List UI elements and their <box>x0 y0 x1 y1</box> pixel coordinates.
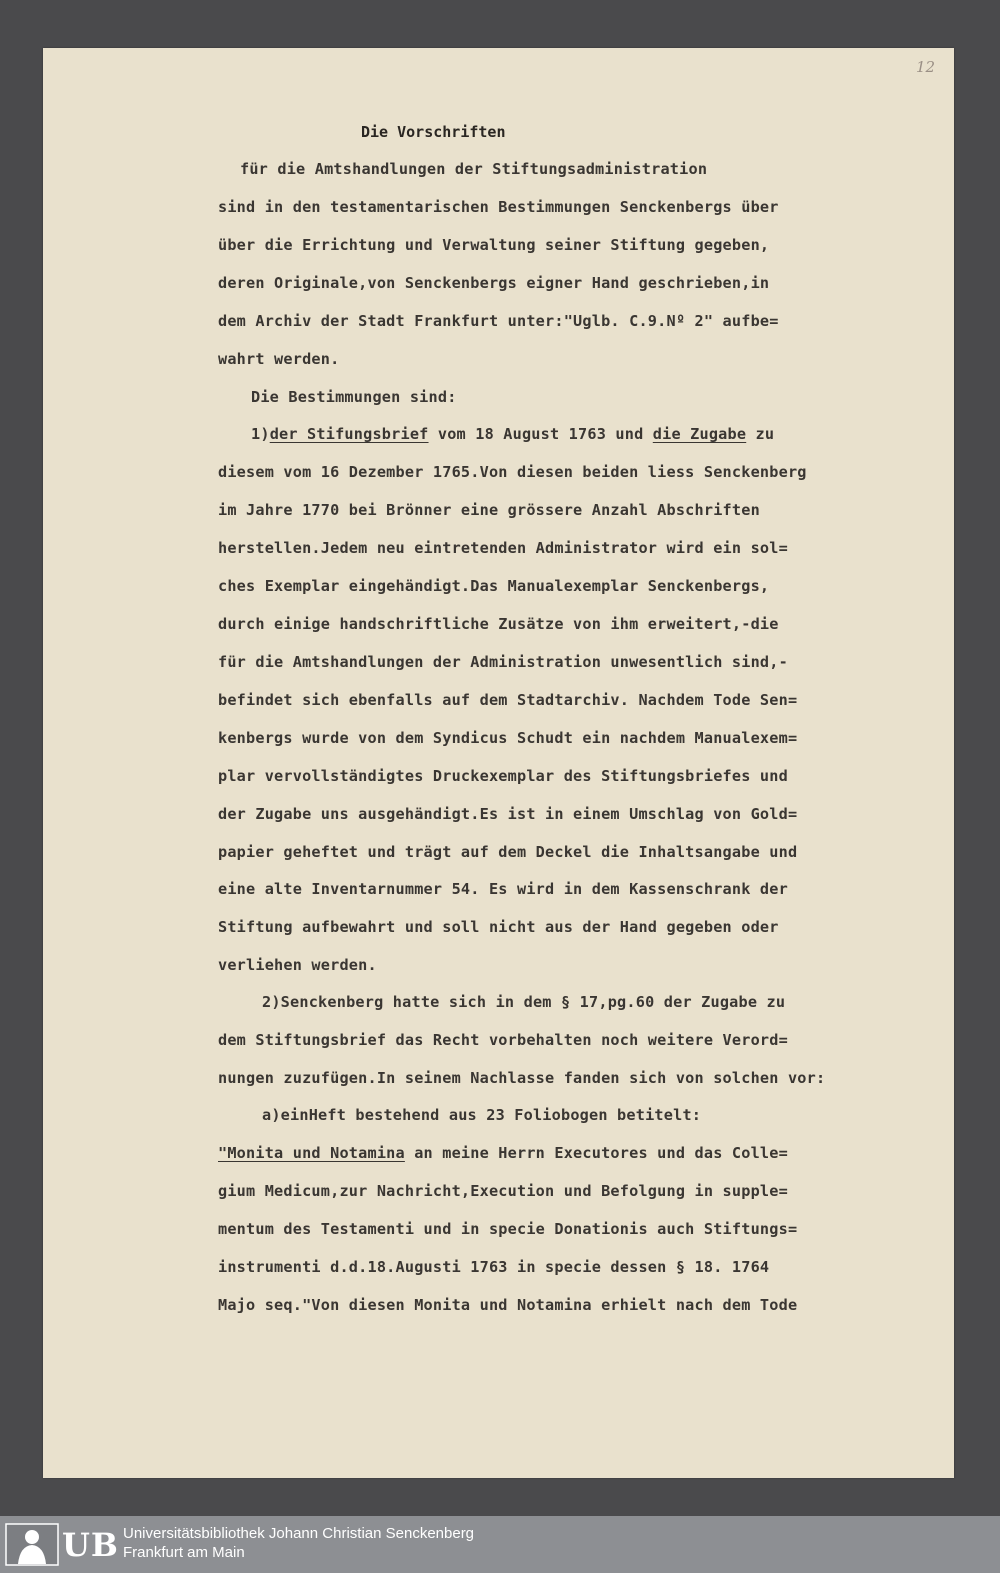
library-logo-text: UB <box>62 1526 119 1564</box>
text-line: ches Exemplar eingehändigt.Das Manualexemplar Senckenbergs, <box>218 577 770 595</box>
library-footer <box>0 1516 1000 1573</box>
text-line <box>251 425 774 443</box>
text-line: verliehen werden. <box>218 956 377 974</box>
text-segment: zu <box>746 425 775 443</box>
text-line: Stiftung aufbewahrt und soll nicht aus der Hand gegeben oder <box>218 918 779 936</box>
text-segment: vom 18 August 1763 und <box>428 425 653 443</box>
text-segment: an meine Herrn Executores und das Colle= <box>404 1144 788 1162</box>
text-line: a)einHeft bestehend aus 23 Foliobogen betitelt: <box>262 1106 702 1124</box>
text-line: diesem vom 16 Dezember 1765.Von diesen beiden liess Senckenberg <box>218 463 807 481</box>
text-line: mentum des Testamenti und in specie Donationis auch Stiftungs= <box>218 1220 798 1238</box>
text-line: deren Originale,von Senckenbergs eigner Hand geschrieben,in <box>218 274 770 292</box>
text-line: Majo seq."Von diesen Monita und Notamina erhielt nach dem Tode <box>218 1296 798 1314</box>
text-line: für die Amtshandlungen der Administration unwesentlich sind,- <box>218 653 788 671</box>
text-line: dem Archiv der Stadt Frankfurt unter:"Uglb. C.9.Nº 2" aufbe= <box>218 312 779 330</box>
text-line: für die Amtshandlungen der Stiftungsadministration <box>240 160 708 178</box>
text-line <box>218 1144 788 1162</box>
underlined-term: die Zugabe <box>652 425 747 443</box>
underlined-term: der Stifungsbrief <box>269 425 429 443</box>
text-line: dem Stiftungsbrief das Recht vorbehalten noch weitere Verord= <box>218 1031 788 1049</box>
text-line: 2)Senckenberg hatte sich in dem § 17,pg.60 der Zugabe zu <box>262 993 786 1011</box>
underlined-term: "Monita und Notamina <box>218 1144 405 1162</box>
text-line: nungen zuzufügen.In seinem Nachlasse fanden sich von solchen vor: <box>218 1069 826 1087</box>
text-line: gium Medicum,zur Nachricht,Execution und Befolgung in supple= <box>218 1182 788 1200</box>
text-line: eine alte Inventarnummer 54. Es wird in dem Kassenschrank der <box>218 880 788 898</box>
text-line: befindet sich ebenfalls auf dem Stadtarchiv. Nachdem Tode Sen= <box>218 691 798 709</box>
text-segment: 1) <box>251 425 270 443</box>
document-title: Die Vorschriften <box>361 123 506 141</box>
document-page <box>43 48 954 1478</box>
text-line: über die Errichtung und Verwaltung seiner Stiftung gegeben, <box>218 236 770 254</box>
library-city: Frankfurt am Main <box>123 1544 245 1561</box>
text-line: papier geheftet und trägt auf dem Deckel die Inhaltsangabe und <box>218 843 798 861</box>
text-line: kenbergs wurde von dem Syndicus Schudt ein nachdem Manualexem= <box>218 729 798 747</box>
library-name[interactable]: Universitätsbibliothek Johann Christian Senckenberg <box>123 1525 475 1542</box>
text-line: herstellen.Jedem neu eintretenden Administrator wird ein sol= <box>218 539 788 557</box>
text-line: der Zugabe uns ausgehändigt.Es ist in einem Umschlag von Gold= <box>218 805 798 823</box>
text-line: sind in den testamentarischen Bestimmungen Senckenbergs über <box>218 198 779 216</box>
text-line: durch einige handschriftliche Zusätze von ihm erweitert,-die <box>218 615 779 633</box>
text-line: im Jahre 1770 bei Brönner eine grössere Anzahl Abschriften <box>218 501 760 519</box>
text-line: Die Bestimmungen sind: <box>251 388 457 406</box>
page-number: 12 <box>916 58 936 76</box>
text-line: instrumenti d.d.18.Augusti 1763 in specie dessen § 18. 1764 <box>218 1258 770 1276</box>
text-line: wahrt werden. <box>218 350 340 368</box>
text-line: plar vervollständigtes Druckexemplar des Stiftungsbriefes und <box>218 767 788 785</box>
